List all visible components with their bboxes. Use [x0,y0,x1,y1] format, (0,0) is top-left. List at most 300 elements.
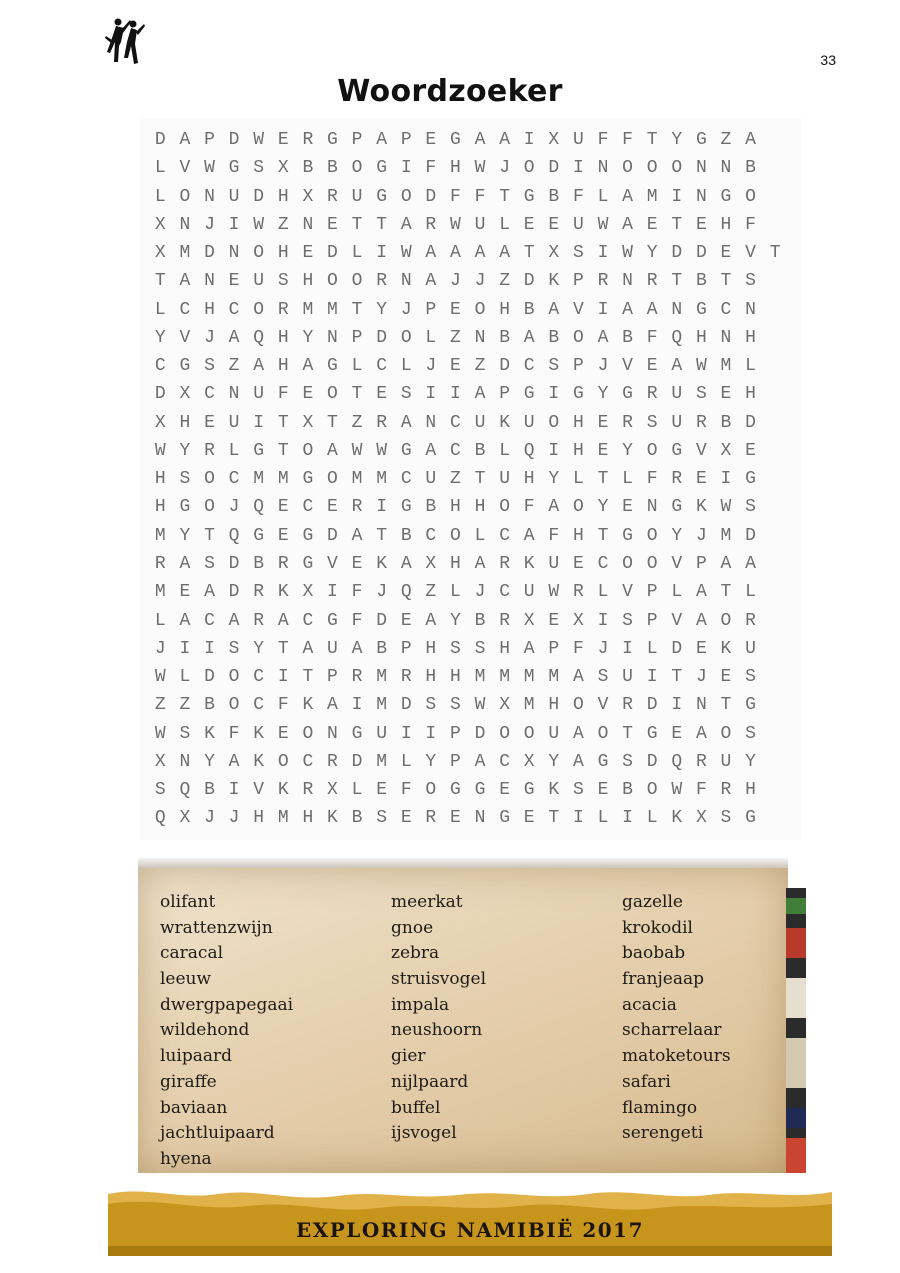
grid-letter: D [327,525,338,546]
grid-letter: O [499,723,511,744]
grid-letter: R [277,553,289,574]
grid-letter: A [425,610,437,631]
grid-letter [763,635,788,663]
grid-letter: N [302,214,314,235]
grid-letter: C [499,525,511,546]
grid-letter: J [228,497,240,518]
grid-letter: O [450,525,461,546]
grid-letter: P [548,638,560,659]
grid-letter: N [745,299,756,320]
grid-letter: H [277,356,289,377]
grid-letter: K [302,695,314,716]
grid-letter: J [228,808,240,829]
grid-letter: Y [597,384,609,405]
grid-letter: X [695,808,707,829]
grid-letter: W [450,214,461,235]
grid-letter: M [154,525,166,546]
grid-letter: O [572,695,584,716]
grid-letter: O [646,158,658,179]
grid-letter: W [671,780,683,801]
grid-letter: I [572,808,584,829]
grid-letter: H [450,667,461,688]
grid-letter: A [302,638,314,659]
grid-letter: J [695,525,707,546]
grid-letter: E [400,610,412,631]
grid-letter: X [154,751,166,772]
grid-letter: L [499,214,511,235]
grid-letter: D [154,384,166,405]
grid-letter: N [179,214,191,235]
grid-letter: S [400,384,412,405]
grid-letter: T [671,214,683,235]
grid-letter: F [277,384,289,405]
grid-letter: B [400,525,412,546]
grid-letter: E [204,412,215,433]
grid-letter: T [671,667,683,688]
grid-letter: V [622,356,633,377]
grid-letter: X [327,780,338,801]
grid-letter: O [646,780,658,801]
grid-letter: C [179,299,191,320]
grid-letter: T [548,808,560,829]
grid-letter: J [695,667,707,688]
grid-letter: R [400,667,412,688]
grid-letter: E [597,780,609,801]
grid-letter [763,465,788,493]
grid-letter: J [474,582,486,603]
grid-letter: U [671,412,683,433]
grid-letter: J [154,638,166,659]
grid-letter: E [376,780,388,801]
grid-letter: K [523,553,535,574]
grid-letter: A [745,130,756,150]
grid-letter: J [204,327,215,348]
grid-letter: T [351,214,363,235]
grid-letter: Q [253,497,265,518]
grid-letter [763,154,788,182]
grid-letter: O [228,667,240,688]
grid-letter: N [671,299,683,320]
grid-letter: B [499,327,511,348]
grid-letter [763,352,788,380]
grid-letter: L [450,582,461,603]
grid-letter: T [597,525,609,546]
grid-letter: D [695,243,707,264]
grid-letter: I [228,780,240,801]
grid-letter: G [671,440,683,461]
grid-letter: L [474,525,486,546]
grid-letter: B [302,158,314,179]
grid-letter: P [450,723,461,744]
grid-letter: T [302,667,314,688]
grid-letter: A [695,610,707,631]
grid-letter [763,720,788,748]
grid-letter: S [745,667,756,688]
grid-letter: C [597,553,609,574]
grid-letter: B [351,808,363,829]
grid-letter: I [253,412,265,433]
grid-letter: O [523,723,535,744]
grid-letter: D [745,412,756,433]
grid-letter: I [351,695,363,716]
grid-letter: O [646,525,658,546]
grid-letter: Y [204,751,215,772]
grid-letter: P [400,130,412,150]
grid-letter: Z [351,412,363,433]
grid-letter: G [179,356,191,377]
grid-letter: O [351,271,363,292]
grid-letter: I [425,723,437,744]
grid-letter: E [351,553,363,574]
word-item: nijlpaard [391,1071,469,1092]
grid-letter: T [277,440,289,461]
grid-letter: J [474,271,486,292]
grid-letter: A [474,553,486,574]
grid-letter: X [154,412,166,433]
grid-letter: V [572,299,584,320]
grid-letter: W [720,497,732,518]
grid-letter: B [327,158,338,179]
grid-letter: M [179,243,191,264]
grid-letter: F [351,610,363,631]
grid-letter: V [597,695,609,716]
grid-letter: E [572,553,584,574]
grid-letter: F [622,130,633,150]
grid-letter: I [622,808,633,829]
grid-letter: G [228,158,240,179]
grid-letter: F [277,695,289,716]
grid-letter: N [720,327,732,348]
grid-letter: E [277,723,289,744]
grid-letter: H [745,327,756,348]
grid-letter: M [499,667,511,688]
grid-letter: E [695,214,707,235]
grid-letter: R [597,271,609,292]
grid-letter: P [499,384,511,405]
grid-letter: E [179,582,191,603]
grid-letter: O [204,497,215,518]
grid-letter: H [277,186,289,207]
word-item: buffel [391,1097,441,1118]
grid-letter: L [351,243,363,264]
grid-letter: O [720,723,732,744]
grid-letter: H [548,695,560,716]
grid-letter: B [204,695,215,716]
grid-letter: R [253,610,265,631]
grid-letter: K [671,808,683,829]
grid-letter: Y [302,327,314,348]
word-item: acacia [622,994,677,1015]
grid-letter: U [523,412,535,433]
grid-letter: P [572,356,584,377]
grid-letter: U [572,214,584,235]
grid-letter: X [277,158,289,179]
grid-letter: F [523,497,535,518]
grid-letter: D [327,243,338,264]
grid-letter [763,522,788,550]
grid-letter: A [548,497,560,518]
grid-letter: L [597,808,609,829]
grid-letter: X [302,582,314,603]
grid-letter: A [548,299,560,320]
grid-letter: D [548,158,560,179]
grid-letter: E [597,440,609,461]
grid-letter: X [179,808,191,829]
grid-letter: E [277,130,289,150]
grid-letter: Y [671,130,683,150]
grid-letter: A [351,638,363,659]
word-item: jachtluipaard [160,1123,275,1144]
grid-letter: H [154,497,166,518]
grid-letter: E [745,440,756,461]
grid-letter: B [474,610,486,631]
grid-letter: A [671,356,683,377]
grid-letter: E [499,780,511,801]
grid-letter: L [154,299,166,320]
grid-letter: W [253,214,265,235]
grid-letter: U [671,384,683,405]
grid-letter: X [179,384,191,405]
grid-letter: W [253,130,265,150]
grid-letter: G [376,186,388,207]
grid-letter: N [622,271,633,292]
grid-letter: C [253,695,265,716]
grid-letter: J [204,214,215,235]
grid-letter: G [646,723,658,744]
grid-letter: I [572,158,584,179]
grid-letter: M [523,667,535,688]
grid-letter: S [720,808,732,829]
grid-letter [763,748,788,776]
grid-letter: T [327,412,338,433]
word-item: giraffe [160,1071,217,1092]
grid-letter: F [351,582,363,603]
grid-letter: V [179,158,191,179]
grid-letter: T [499,186,511,207]
grid-letter [763,578,788,606]
grid-letter: U [253,271,265,292]
grid-letter: R [695,751,707,772]
grid-letter: G [695,130,707,150]
grid-letter: M [351,469,363,490]
grid-letter: S [228,638,240,659]
grid-letter [763,550,788,578]
grid-letter: L [499,440,511,461]
grid-letter: W [154,723,166,744]
grid-letter: W [154,667,166,688]
grid-letter: Y [548,751,560,772]
grid-letter: N [327,327,338,348]
grid-letter: H [302,271,314,292]
grid-letter: U [474,214,486,235]
grid-letter: G [622,525,633,546]
grid-letter: R [204,440,215,461]
grid-letter [763,126,788,154]
grid-letter: G [351,723,363,744]
grid-letter: N [327,723,338,744]
grid-letter: Y [154,327,166,348]
grid-letter: A [523,327,535,348]
grid-letter: F [646,327,658,348]
grid-letter: Y [745,751,756,772]
grid-letter: T [720,271,732,292]
grid-letter: O [228,695,240,716]
word-item: safari [622,1071,671,1092]
grid-letter: R [622,695,633,716]
grid-letter: Y [548,469,560,490]
grid-letter: H [572,525,584,546]
grid-letter: V [671,610,683,631]
grid-letter: P [204,130,215,150]
grid-letter: B [523,299,535,320]
grid-letter: K [720,638,732,659]
grid-letter: U [327,638,338,659]
grid-letter: O [277,751,289,772]
grid-letter: Y [179,440,191,461]
grid-letter: R [745,610,756,631]
grid-letter: G [523,384,535,405]
grid-letter: H [425,638,437,659]
grid-letter: N [646,497,658,518]
grid-letter: R [327,751,338,772]
grid-letter [763,776,788,804]
grid-letter: I [597,610,609,631]
grid-letter: O [499,497,511,518]
grid-letter: S [204,356,215,377]
grid-letter: E [720,243,732,264]
grid-letter: G [253,525,265,546]
grid-letter: F [695,780,707,801]
word-item: gier [391,1046,426,1067]
grid-letter: U [720,751,732,772]
grid-letter: O [400,327,412,348]
grid-letter: G [474,780,486,801]
grid-letter: B [745,158,756,179]
grid-letter: E [277,497,289,518]
grid-letter: B [695,271,707,292]
grid-letter: M [253,469,265,490]
grid-letter: S [745,271,756,292]
grid-letter: S [425,695,437,716]
grid-letter: O [622,158,633,179]
grid-letter: D [400,695,412,716]
grid-letter: E [523,214,535,235]
grid-letter: Q [523,440,535,461]
grid-letter: D [376,610,388,631]
grid-letter: K [253,751,265,772]
grid-letter: H [572,412,584,433]
grid-letter: C [204,384,215,405]
grid-letter: N [400,271,412,292]
grid-letter: L [646,638,658,659]
grid-letter: I [376,497,388,518]
grid-letter: F [400,780,412,801]
grid-letter: E [302,243,314,264]
word-item: gnoe [391,917,434,938]
grid-letter: T [720,695,732,716]
word-item: scharrelaar [622,1020,722,1041]
grid-letter: R [499,553,511,574]
grid-letter: L [154,158,166,179]
grid-letter: C [499,751,511,772]
grid-letter: A [523,638,535,659]
grid-letter: C [400,469,412,490]
grid-letter: W [204,158,215,179]
grid-letter [763,409,788,437]
grid-letter: D [499,356,511,377]
grid-letter: H [572,440,584,461]
grid-letter: R [499,610,511,631]
grid-letter: G [302,525,314,546]
grid-letter: H [523,469,535,490]
grid-letter: Z [179,695,191,716]
grid-letter [763,183,788,211]
grid-letter: U [425,469,437,490]
grid-letter: R [277,299,289,320]
grid-letter: A [474,243,486,264]
grid-letter: E [646,356,658,377]
grid-letter: C [253,667,265,688]
grid-letter: N [179,751,191,772]
grid-letter: A [695,723,707,744]
grid-letter: C [376,356,388,377]
grid-letter: O [179,186,191,207]
grid-letter: D [671,243,683,264]
grid-letter: E [720,384,732,405]
grid-letter: I [671,186,683,207]
grid-letter: U [523,582,535,603]
grid-letter: A [572,751,584,772]
word-item: neushoorn [391,1020,483,1041]
grid-letter: H [302,808,314,829]
grid-letter: E [695,469,707,490]
grid-letter: K [253,723,265,744]
grid-letter: J [204,808,215,829]
word-list-column-2 [391,890,486,1147]
grid-letter: Z [720,130,732,150]
grid-letter: G [499,808,511,829]
grid-letter: C [450,440,461,461]
grid-letter: O [302,440,314,461]
grid-letter: E [302,384,314,405]
footer-banner-text: EXPLORING NAMIBIË 2017 [295,1218,644,1242]
grid-letter: D [376,327,388,348]
grid-letter: E [277,525,289,546]
grid-letter [763,663,788,691]
grid-letter: A [327,695,338,716]
grid-letter: E [327,214,338,235]
word-item: baviaan [160,1097,228,1118]
grid-letter: E [450,299,461,320]
word-item: dwergpapegaai [160,994,294,1015]
grid-letter: S [204,553,215,574]
grid-letter: V [253,780,265,801]
grid-letter: G [327,610,338,631]
grid-letter: Y [671,525,683,546]
grid-letter: U [253,384,265,405]
grid-letter: X [720,440,732,461]
grid-letter: N [695,158,707,179]
grid-letter: Y [425,751,437,772]
grid-letter: G [327,356,338,377]
grid-letter: A [425,271,437,292]
grid-letter: Y [376,299,388,320]
grid-letter: Q [154,808,166,829]
grid-letter: Q [400,582,412,603]
grid-letter: A [745,553,756,574]
grid-letter: X [302,186,314,207]
grid-letter: S [154,780,166,801]
